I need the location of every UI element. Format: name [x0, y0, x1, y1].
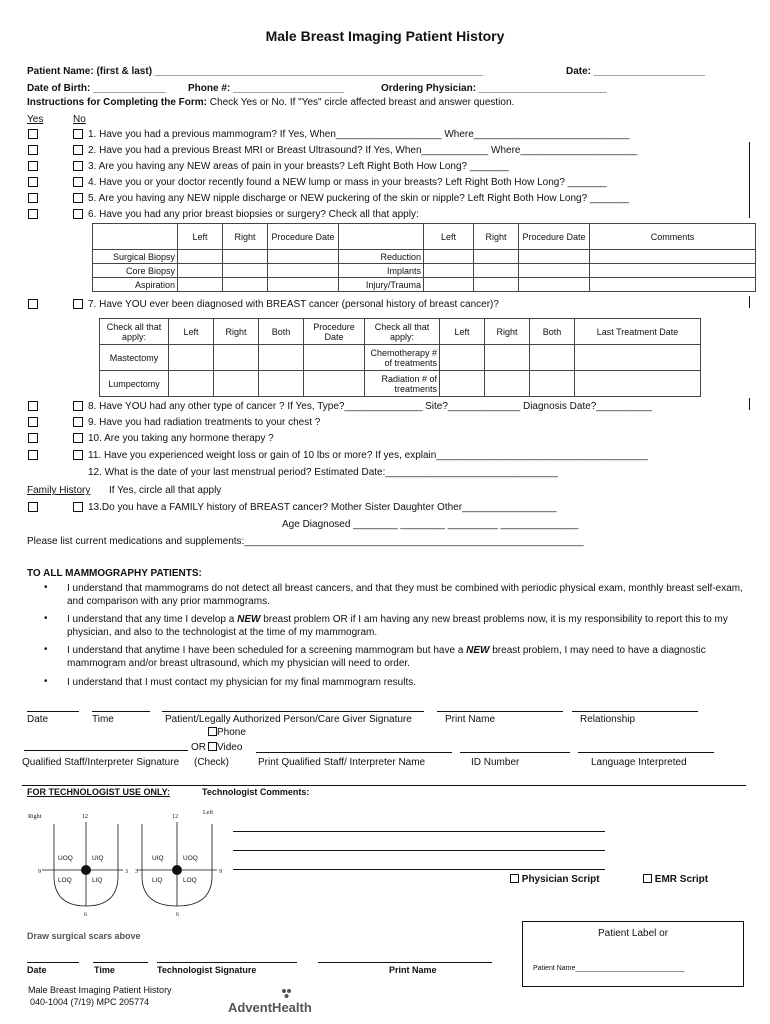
language-line[interactable]: [578, 752, 714, 753]
qualified-sig-line[interactable]: [24, 750, 188, 751]
biopsy-h-proc-date-2: Procedure Date: [519, 224, 590, 250]
biopsy-cell[interactable]: [519, 278, 590, 292]
instructions: [27, 97, 514, 108]
biopsy-cell[interactable]: [424, 264, 474, 278]
tech-date-label: Date: [27, 965, 47, 975]
physician-script-label: Physician Script: [521, 874, 600, 885]
q2-no-checkbox[interactable]: [73, 145, 83, 155]
q13-no-checkbox[interactable]: [73, 502, 83, 512]
biopsy-cell[interactable]: [590, 250, 756, 264]
q8-no-checkbox[interactable]: [73, 401, 83, 411]
biopsy-cell[interactable]: [223, 250, 268, 264]
tech-comment-line-1[interactable]: [233, 831, 605, 832]
q1-no-checkbox[interactable]: [73, 129, 83, 139]
q3-yes-checkbox[interactable]: [28, 161, 38, 171]
bullet: •: [44, 582, 48, 593]
biopsy-row-label: Implants: [339, 264, 424, 278]
sig-print-label: Print Name: [445, 714, 496, 725]
statement-3: [67, 644, 747, 670]
biopsy-cell[interactable]: [590, 278, 756, 292]
patient-label-name[interactable]: Patient Name____________________________: [533, 965, 685, 972]
cancer-h-proc: Procedure Date: [304, 319, 365, 345]
biopsy-cell[interactable]: [178, 250, 223, 264]
tech-print-label: Print Name: [389, 965, 437, 975]
qualified-sig-label: Qualified Staff/Interpreter Signature: [22, 757, 180, 768]
biopsy-h-right: Right: [223, 224, 268, 250]
cancer-cell[interactable]: [530, 371, 575, 397]
date-field[interactable]: Date: ____________________: [566, 66, 706, 77]
sig-signature-label: Patient/Legally Authorized Person/Care Giver Signature: [165, 714, 412, 725]
biopsy-table: [92, 223, 756, 292]
cancer-cell[interactable]: [259, 371, 304, 397]
print-qualified-label: Print Qualified Staff/ Interpreter Name: [258, 757, 426, 768]
video-checkbox[interactable]: [208, 742, 217, 751]
id-number-line[interactable]: [460, 752, 570, 753]
print-qualified-line[interactable]: [256, 752, 452, 753]
diagram-right-label: Right: [28, 814, 42, 820]
sig-relationship-label: Relationship: [580, 714, 636, 725]
emr-script-checkbox[interactable]: [643, 874, 652, 883]
cancer-cell[interactable]: [440, 345, 485, 371]
sig-date-label: Date: [27, 714, 49, 725]
question-10: 10. Are you taking any hormone therapy ?: [88, 433, 274, 444]
tech-signature-line[interactable]: [157, 962, 297, 963]
biopsy-cell[interactable]: [268, 264, 339, 278]
statement-new-emphasis: NEW: [466, 645, 490, 656]
q11-no-checkbox[interactable]: [73, 450, 83, 460]
biopsy-cell[interactable]: [223, 278, 268, 292]
clock-9-left: 9: [219, 869, 222, 875]
biopsy-h-right-2: Right: [474, 224, 519, 250]
question-12: 12. What is the date of your last menstrual period? Estimated Date:_______________________________: [88, 467, 558, 478]
tech-only-label: FOR TECHNOLOGIST USE ONLY:: [27, 787, 171, 797]
quadrant-uoq-left: UOQ: [183, 855, 198, 862]
biopsy-cell[interactable]: [268, 278, 339, 292]
q9-no-checkbox[interactable]: [73, 417, 83, 427]
video-option-label: Video: [217, 742, 243, 753]
question-3: 3. Are you having any NEW areas of pain in your breasts? Left Right Both How Long? _______: [88, 161, 509, 172]
family-history-label: Family History: [27, 485, 91, 496]
instructions-label: Instructions for Completing the Form:: [27, 97, 207, 108]
cancer-h-last: Last Treatment Date: [575, 319, 701, 345]
tech-time-label: Time: [94, 965, 115, 975]
q6-no-checkbox[interactable]: [73, 209, 83, 219]
question-7: 7. Have YOU ever been diagnosed with BREAST cancer (personal history of breast cancer)?: [88, 299, 499, 310]
breast-diagram[interactable]: [22, 806, 232, 918]
cancer-row-label: Mastectomy: [100, 345, 169, 371]
id-number-label: ID Number: [471, 757, 520, 768]
footer-form-title: Male Breast Imaging Patient History: [28, 985, 172, 995]
cancer-h-left-2: Left: [440, 319, 485, 345]
ordering-physician-field[interactable]: Ordering Physician: _______________________: [381, 83, 607, 94]
cancer-h-check: Check all that apply:: [100, 319, 169, 345]
diagram-left-label: Left: [203, 810, 213, 816]
quadrant-liq-right: LIQ: [92, 877, 103, 884]
cancer-cell[interactable]: [214, 345, 259, 371]
q10-yes-checkbox[interactable]: [28, 433, 38, 443]
biopsy-row-label: Surgical Biopsy: [93, 250, 178, 264]
statement-2a: I understand that any time I develop a: [67, 614, 238, 625]
biopsy-cell[interactable]: [178, 264, 223, 278]
cancer-cell[interactable]: [440, 371, 485, 397]
cancer-h-both-2: Both: [530, 319, 575, 345]
q2-yes-checkbox[interactable]: [28, 145, 38, 155]
phone-checkbox[interactable]: [208, 727, 217, 736]
statement-new-emphasis: NEW: [237, 614, 261, 625]
bullet: •: [44, 676, 48, 687]
biopsy-h-left: Left: [178, 224, 223, 250]
biopsy-cell[interactable]: [223, 264, 268, 278]
biopsy-h-left-2: Left: [424, 224, 474, 250]
q6-yes-checkbox[interactable]: [28, 209, 38, 219]
physician-script-checkbox[interactable]: [510, 874, 519, 883]
tech-comment-line-3[interactable]: [233, 869, 605, 870]
question-1: 1. Have you had a previous mammogram? If Yes, When___________________ Where____________________________: [88, 129, 630, 140]
question-6: 6. Have you had any prior breast biopsies or surgery? Check all that apply:: [88, 209, 419, 220]
cancer-h-left: Left: [169, 319, 214, 345]
logo-text: AdventHealth: [228, 1000, 312, 1015]
question-9: 9. Have you had radiation treatments to your chest ?: [88, 417, 321, 428]
quadrant-loq-right: LOQ: [58, 877, 72, 884]
cancer-row-label: Chemotherapy # of treatments: [365, 345, 440, 371]
clock-9-right: 9: [38, 869, 41, 875]
footer-form-code: 040-1004 (7/19) MPC 205774: [30, 997, 150, 1007]
tech-date-line[interactable]: [27, 962, 79, 963]
biopsy-cell[interactable]: [474, 250, 519, 264]
biopsy-cell[interactable]: [590, 264, 756, 278]
statements-heading: TO ALL MAMMOGRAPHY PATIENTS:: [27, 568, 202, 579]
cancer-cell[interactable]: [169, 345, 214, 371]
physician-script-option[interactable]: [510, 874, 600, 885]
patient-label-box: [522, 921, 744, 987]
statement-3a: I understand that anytime I have been scheduled for a screening mammogram but have a: [67, 645, 467, 656]
quadrant-liq-left: LIQ: [152, 877, 163, 884]
biopsy-cell[interactable]: [474, 264, 519, 278]
clock-12-right: 12: [82, 814, 88, 820]
question-11: 11. Have you experienced weight loss or gain of 10 lbs or more? If yes, explain______________________________________: [88, 450, 648, 461]
clock-12-left: 12: [172, 814, 178, 820]
clock-6-right: 6: [84, 912, 87, 918]
clock-6-left: 6: [176, 912, 179, 918]
yes-column-label: Yes: [27, 114, 44, 125]
tech-comment-line-2[interactable]: [233, 850, 605, 851]
video-option[interactable]: [208, 742, 242, 753]
check-label: (Check): [194, 757, 230, 768]
biopsy-cell[interactable]: [519, 250, 590, 264]
phone-option-label: Phone: [217, 727, 246, 738]
sig-line-time[interactable]: [92, 711, 150, 712]
medications-field[interactable]: Please list current medications and supplements:_____________________________________________________________: [27, 536, 584, 547]
statement-2b: breast problem OR if I am having any new breast problems now, it is my responsibility to report this to my physician, and also to the technologist at the time of my mammogram.: [67, 614, 728, 638]
biopsy-cell[interactable]: [474, 278, 519, 292]
cancer-row-label: Radiation # of treatments: [365, 371, 440, 397]
bullet: •: [44, 644, 48, 655]
biopsy-cell[interactable]: [424, 250, 474, 264]
question-2: 2. Have you had a previous Breast MRI or Breast Ultrasound? If Yes, When____________ Where_____________________: [88, 145, 638, 156]
sig-line-print[interactable]: [437, 711, 563, 712]
instructions-text: Check Yes or No. If "Yes" circle affected breast and answer question.: [209, 97, 515, 108]
q5-yes-checkbox[interactable]: [28, 193, 38, 203]
cancer-cell[interactable]: [169, 371, 214, 397]
quadrant-uoq-right: UOQ: [58, 855, 73, 862]
quadrant-uiq-left: UIQ: [152, 855, 164, 862]
biopsy-corner: [93, 224, 178, 250]
age-diagnosed: Age Diagnosed ________ ________ _________ ______________: [282, 519, 579, 530]
q5-no-checkbox[interactable]: [73, 193, 83, 203]
or-label: OR: [191, 742, 206, 753]
sig-line-relationship[interactable]: [572, 711, 698, 712]
quadrant-uiq-right: UIQ: [92, 855, 104, 862]
q10-no-checkbox[interactable]: [73, 433, 83, 443]
bullet: •: [44, 613, 48, 624]
question-13: 13.Do you have a FAMILY history of BREAST cancer? Mother Sister Daughter Other_________________: [88, 502, 557, 513]
quadrant-loq-left: LOQ: [183, 877, 197, 884]
cancer-cell[interactable]: [575, 345, 701, 371]
biopsy-corner-2: [339, 224, 424, 250]
margin-mark: [749, 398, 750, 410]
q4-yes-checkbox[interactable]: [28, 177, 38, 187]
question-5: 5. Are you having any NEW nipple discharge or NEW puckering of the skin or nipple? Left Right Both How Long? _______: [88, 193, 629, 204]
language-label: Language Interpreted: [591, 757, 687, 768]
biopsy-h-comments: Comments: [590, 224, 756, 250]
clock-3-right: 3: [125, 869, 128, 875]
cancer-h-right-2: Right: [485, 319, 530, 345]
question-8: 8. Have YOU had any other type of cancer ? If Yes, Type?______________ Site?_____________ Diagnosis Date?__________: [88, 401, 652, 412]
phone-field[interactable]: Phone #: ____________________: [188, 83, 345, 94]
section-divider: [22, 785, 746, 786]
cancer-row-label: Lumpectomy: [100, 371, 169, 397]
biopsy-row-label: Injury/Trauma: [339, 278, 424, 292]
cancer-cell[interactable]: [304, 371, 365, 397]
statement-2: [67, 613, 747, 639]
q8-yes-checkbox[interactable]: [28, 401, 38, 411]
tech-print-line[interactable]: [318, 962, 492, 963]
q7-no-checkbox[interactable]: [73, 299, 83, 309]
logo-mark-icon: [280, 988, 294, 1000]
question-4: 4. Have you or your doctor recently found a NEW lump or mass in your breasts? Left Right Both How Long? _______: [88, 177, 607, 188]
left-nipple-marker: [172, 865, 182, 875]
biopsy-cell[interactable]: [178, 278, 223, 292]
sig-line-date[interactable]: [27, 711, 79, 712]
q11-yes-checkbox[interactable]: [28, 450, 38, 460]
no-column-label: No: [73, 114, 86, 125]
statement-1: I understand that mammograms do not detect all breast cancers, and that they must be combined with periodic physical exam, monthly breast self-exam, and comparison with any prior mammograms.: [67, 583, 743, 607]
cancer-cell[interactable]: [214, 371, 259, 397]
q9-yes-checkbox[interactable]: [28, 417, 38, 427]
cancer-h-check-2: Check all that apply:: [365, 319, 440, 345]
biopsy-cell[interactable]: [519, 264, 590, 278]
sig-line-signature[interactable]: [162, 711, 424, 712]
biopsy-cell[interactable]: [424, 278, 474, 292]
emr-script-label: EMR Script: [654, 874, 709, 885]
right-nipple-marker: [81, 865, 91, 875]
cancer-cell[interactable]: [530, 345, 575, 371]
q3-no-checkbox[interactable]: [73, 161, 83, 171]
margin-mark: [749, 296, 750, 308]
biopsy-cell[interactable]: [268, 250, 339, 264]
phone-option[interactable]: [208, 727, 246, 738]
q1-yes-checkbox[interactable]: [28, 129, 38, 139]
biopsy-row-label: Aspiration: [93, 278, 178, 292]
cancer-cell[interactable]: [304, 345, 365, 371]
tech-comments-label: Technologist Comments:: [202, 787, 310, 797]
biopsy-row-label: Core Biopsy: [93, 264, 178, 278]
statement-3b: breast problem, I may need to have a diagnostic mammogram and/or breast ultrasound, which my physician will need to order.: [67, 645, 706, 669]
cancer-cell[interactable]: [485, 345, 530, 371]
cancer-h-right: Right: [214, 319, 259, 345]
cancer-cell[interactable]: [575, 371, 701, 397]
tech-signature-label: Technologist Signature: [157, 965, 257, 975]
patient-label-title: Patient Label or: [597, 928, 669, 939]
page-title: Male Breast Imaging Patient History: [265, 28, 505, 44]
margin-mark: [749, 142, 750, 218]
tech-time-line[interactable]: [93, 962, 148, 963]
q13-yes-checkbox[interactable]: [28, 502, 38, 512]
cancer-cell[interactable]: [259, 345, 304, 371]
cancer-cell[interactable]: [485, 371, 530, 397]
q4-no-checkbox[interactable]: [73, 177, 83, 187]
cancer-table: [99, 318, 701, 397]
patient-name-field[interactable]: Patient Name: (first & last) ___________________________________________________________: [27, 66, 483, 77]
clock-3-left: 3: [135, 869, 138, 875]
biopsy-h-proc-date: Procedure Date: [268, 224, 339, 250]
family-history-note: If Yes, circle all that apply: [109, 485, 222, 496]
q7-yes-checkbox[interactable]: [28, 299, 38, 309]
biopsy-row-label: Reduction: [339, 250, 424, 264]
statement-4: I understand that I must contact my physician for my final mammogram results.: [67, 677, 417, 688]
draw-scars-label: Draw surgical scars above: [27, 931, 141, 941]
sig-time-label: Time: [92, 714, 114, 725]
emr-script-option[interactable]: [643, 874, 708, 885]
dob-field[interactable]: Date of Birth: _____________: [27, 83, 166, 94]
cancer-h-both: Both: [259, 319, 304, 345]
